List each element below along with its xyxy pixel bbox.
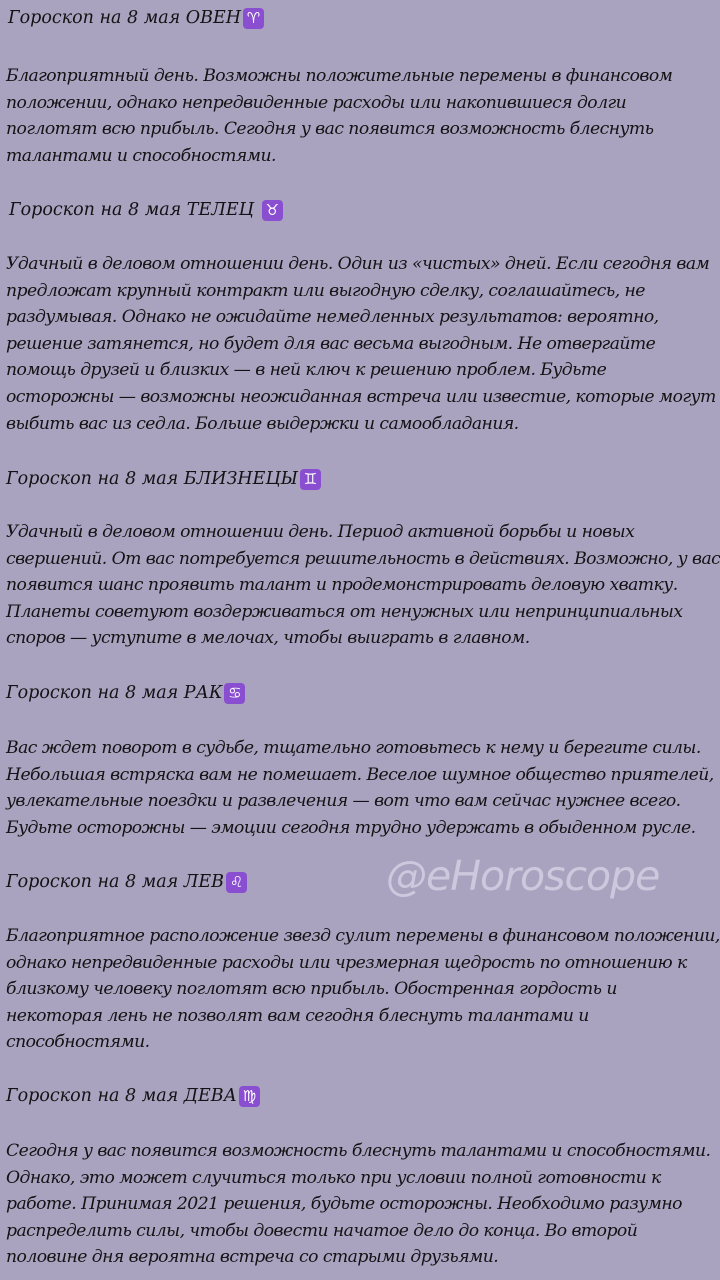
body-line: Благоприятный день. Возможны положительные перемены в финансовом (6, 66, 673, 86)
section-body (6, 519, 718, 652)
section-taurus (6, 198, 718, 434)
section-body (6, 63, 718, 169)
body-line: близкому человеку поглотят всю прибыль. Обостренная гордость и (6, 979, 617, 1000)
cancer-icon: ♋ (224, 683, 245, 704)
heading-text: Гороскоп на 8 мая ТЕЛЕЦ (9, 200, 254, 220)
section-heading (6, 6, 718, 30)
body-line: свершений. От вас потребуется решительность в действиях. Возможно, у вас (6, 548, 720, 569)
body-line: Сегодня у вас появится возможность блеснуть талантами и способностями. (6, 1141, 711, 1161)
heading-text: Гороскоп на 8 мая РАК (6, 683, 223, 703)
section-heading (6, 198, 718, 222)
body-line: увлекательные поездки и развлечения — вот что вам сейчас нужнее всего. (6, 791, 681, 812)
body-line: Планеты советуют воздерживаться от ненужных или непринципиальных (6, 601, 683, 622)
section-virgo (6, 1084, 718, 1268)
body-line: осторожны — возможны неожиданная встреча или известие, которые могут (6, 386, 716, 407)
section-cancer (6, 681, 718, 838)
virgo-icon: ♍ (239, 1086, 260, 1107)
aries-icon: ♈ (243, 8, 264, 29)
body-line: Удачный в деловом отношении день. Один из «чистых» дней. Если сегодня вам (6, 254, 710, 274)
gemini-icon: ♊ (300, 469, 321, 490)
section-aries (6, 6, 718, 166)
body-line: поглотят всю прибыль. Сегодня у вас появится возможность блеснуть (6, 119, 654, 140)
section-heading (6, 467, 718, 491)
body-line: Благоприятное расположение звезд сулит перемены в финансовом положении, (6, 926, 720, 946)
body-line: способностями. (6, 1032, 150, 1053)
heading-text: Гороскоп на 8 мая ЛЕВ (6, 872, 225, 892)
taurus-icon: ♉ (262, 200, 283, 221)
section-body (6, 735, 718, 841)
body-line: талантами и способностями. (6, 145, 276, 166)
section-body (6, 251, 718, 437)
heading-text: Гороскоп на 8 мая ДЕВА (6, 1086, 237, 1106)
section-body (6, 923, 718, 1056)
body-line: споров — уступите в мелочах, чтобы выиграть в главном. (6, 628, 530, 649)
body-line: Однако, это может случиться только при условии полной готовности к (6, 1167, 661, 1188)
body-line: Будьте осторожны — эмоции сегодня трудно удержать в обыденном русле. (6, 817, 696, 838)
section-gemini (6, 467, 720, 649)
body-line: Небольшая встряска вам не помешает. Веселое шумное общество приятелей, (6, 764, 714, 785)
body-line: раздумывая. Однако не ожидайте немедленных результатов: вероятно, (6, 307, 659, 328)
body-line: Вас ждет поворот в судьбе, тщательно готовьтесь к нему и берегите силы. (6, 738, 701, 758)
heading-text: Гороскоп на 8 мая ОВЕН (8, 8, 242, 28)
body-line: половине дня вероятна встреча со старыми друзьями. (6, 1247, 499, 1268)
heading-text: Гороскоп на 8 мая БЛИЗНЕЦЫ (6, 469, 298, 489)
section-heading (6, 681, 718, 705)
leo-icon: ♌ (226, 872, 247, 893)
body-line: распределить силы, чтобы довести начатое дело до конца. Во второй (6, 1220, 638, 1241)
body-line: однако непредвиденные расходы или чрезмерная щедрость по отношению к (6, 952, 687, 973)
section-heading (6, 1084, 718, 1108)
body-line: положении, однако непредвиденные расходы или накопившиеся долги (6, 92, 627, 113)
section-body (6, 1138, 718, 1271)
body-line: решение затянется, но будет для вас весьма выгодным. Не отвергайте (6, 333, 656, 354)
body-line: помощь друзей и близких — в ней ключ к решению проблем. Будьте (6, 360, 607, 381)
body-line: работе. Принимая 2021 решения, будьте осторожны. Необходимо разумно (6, 1194, 682, 1215)
body-line: некоторая лень не позволят вам сегодня блеснуть талантами и (6, 1005, 589, 1026)
body-line: Удачный в деловом отношении день. Период активной борьбы и новых (6, 522, 635, 542)
body-line: предложат крупный контракт или выгодную сделку, соглашайтесь, не (6, 280, 645, 301)
watermark: @eHoroscope (386, 852, 660, 900)
body-line: выбить вас из седла. Больше выдержки и самообладания. (6, 413, 519, 434)
body-line: появится шанс проявить талант и продемонстрировать деловую хватку. (6, 575, 678, 596)
